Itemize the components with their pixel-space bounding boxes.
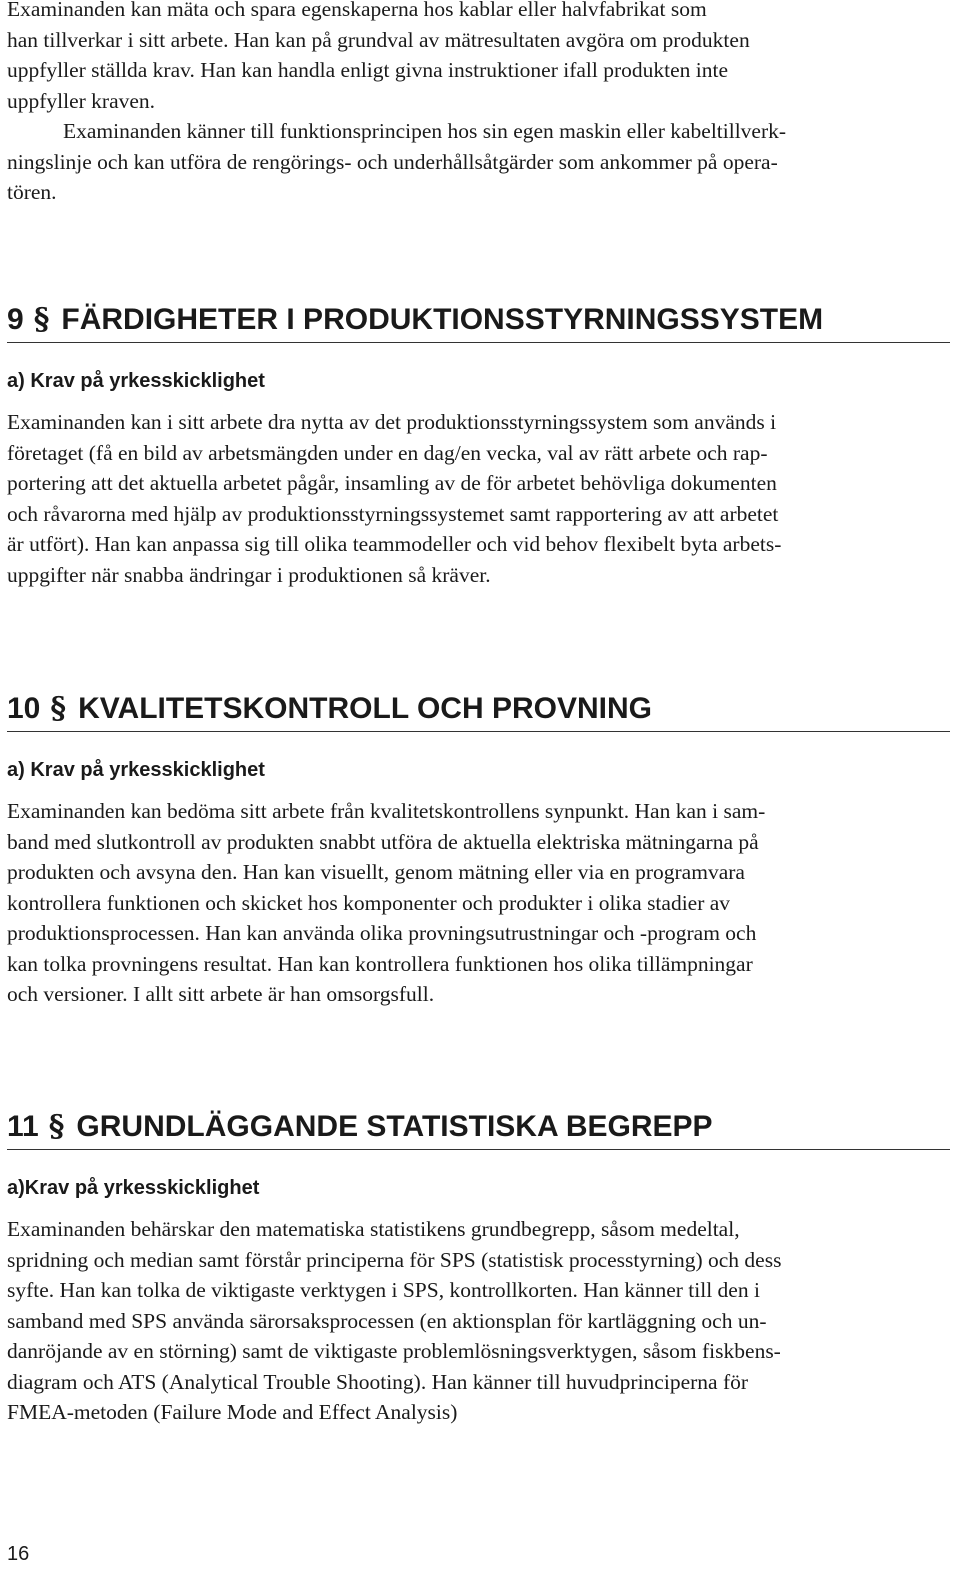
text-line: diagram och ATS (Analytical Trouble Shooting). Han känner till huvudprinciperna för [7, 1369, 749, 1394]
intro-paragraph-2 [7, 116, 950, 208]
text-line: syfte. Han kan tolka de viktigaste verktygen i SPS, kontrollkorten. Han känner till den i [7, 1278, 760, 1302]
section-number: 10 [7, 692, 41, 725]
section-body [7, 407, 950, 590]
text-line: uppfyller kraven. [7, 88, 156, 113]
section-sign: § [33, 302, 50, 337]
section-title: KVALITETSKONTROLL OCH PROVNING [78, 692, 652, 725]
intro-paragraph-1 [7, 0, 950, 116]
section-sign: § [48, 1109, 65, 1144]
sub-heading: a) Krav på yrkesskicklighet [7, 759, 265, 781]
text-line: han tillverkar i sitt arbete. Han kan på grundval av mätresultaten avgöra om produkten [7, 27, 750, 52]
text-line: Examinanden kan i sitt arbete dra nytta av det produktionsstyrningssystem som används i [7, 410, 777, 434]
sub-heading: a)Krav på yrkesskicklighet [7, 1177, 260, 1199]
page-number: 16 [7, 1543, 30, 1565]
text-line: portering att det aktuella arbetet pågår, insamling av de för arbetet behövliga dokumenten [7, 471, 777, 495]
sub-heading: a) Krav på yrkesskicklighet [7, 370, 265, 392]
text-line: produktionsprocessen. Han kan använda olika provningsutrustningar och -program och [7, 921, 757, 945]
text-line: ningslinje och kan utföra de rengörings- och underhållsåtgärder som ankommer på opera- [7, 149, 778, 174]
text-line: uppgifter när snabba ändringar i produktionen så kräver. [7, 562, 491, 587]
text-line: uppfyller ställda krav. Han kan handla enligt givna instruktioner ifall produkten inte [7, 58, 729, 82]
text-line: band med slutkontroll av produkten snabbt utföra de aktuella elektriska mätningarna på [7, 829, 759, 854]
text-line: kontrollera funktionen och skicket hos komponenter och produkter i olika stadier av [7, 890, 731, 915]
text-line: danröjande av en störning) samt de viktigaste problemlösningsverktygen, såsom fiskbens- [7, 1339, 781, 1363]
section-body [7, 1214, 950, 1428]
section-sign: § [50, 691, 67, 726]
text-line: Examinanden kan mäta och spara egenskaperna hos kablar eller halvfabrikat som [7, 0, 707, 21]
text-line: tören. [7, 180, 57, 204]
text-line: Examinanden behärskar den matematiska statistikens grundbegrepp, såsom medeltal, [7, 1217, 740, 1241]
section-number: 11 [7, 1110, 39, 1143]
section-heading [7, 689, 950, 732]
text-line: Examinanden kan bedöma sitt arbete från kvalitetskontrollens synpunkt. Han kan i sam- [7, 799, 766, 823]
section-11 [7, 1107, 950, 1428]
text-line: och versioner. I allt sitt arbete är han omsorgsfull. [7, 982, 435, 1006]
text-line: företaget (få en bild av arbetsmängden under en dag/en vecka, val av rätt arbete och rap- [7, 440, 768, 465]
section-10 [7, 689, 950, 1010]
section-title: GRUNDLÄGGANDE STATISTISKA BEGREPP [76, 1110, 713, 1143]
text-line: är utfört). Han kan anpassa sig till olika teammodeller och vid behov flexibelt byta arbets- [7, 532, 782, 556]
text-line: produkten och avsyna den. Han kan visuellt, genom mätning eller via en programvara [7, 860, 745, 884]
section-number: 9 [7, 303, 24, 336]
section-9 [7, 300, 950, 590]
section-title: FÄRDIGHETER I PRODUKTIONSSTYRNINGSSYSTEM [61, 303, 824, 336]
text-line: samband med SPS använda särorsaksprocessen (en aktionsplan för kartläggning och un- [7, 1308, 767, 1333]
intro-block [7, 0, 950, 208]
text-line: spridning och median samt förstår principerna för SPS (statistisk processtyrning) och dess [7, 1247, 782, 1272]
text-line: kan tolka provningens resultat. Han kan kontrollera funktionen hos olika tillämpningar [7, 951, 753, 976]
text-line: och råvarorna med hjälp av produktionsstyrningssystemet samt rapportering av att arbetet [7, 501, 779, 526]
text-line: FMEA-metoden (Failure Mode and Effect Analysis) [7, 1400, 458, 1424]
section-body [7, 796, 950, 1010]
section-heading [7, 1107, 950, 1150]
text-line: Examinanden känner till funktionsprincipen hos sin egen maskin eller kabeltillverk- [63, 119, 787, 143]
section-heading [7, 300, 950, 343]
